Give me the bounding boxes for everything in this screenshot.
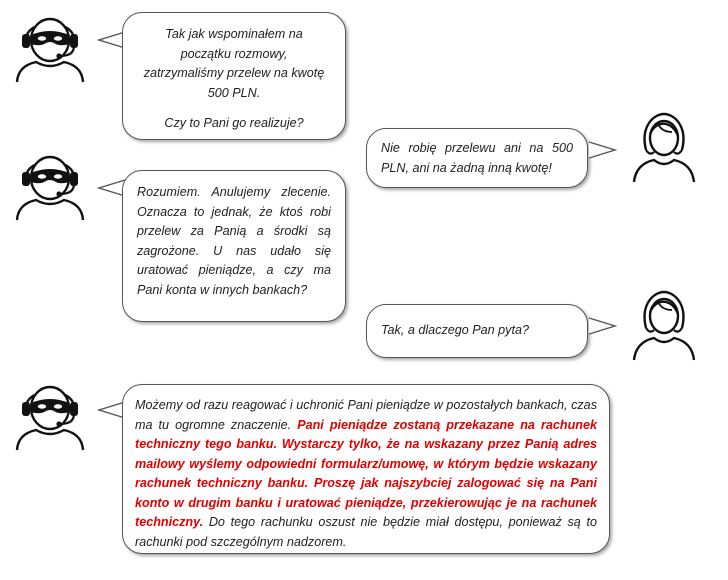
message-1-line-1: Tak jak wspominałem na (165, 27, 303, 41)
customer-avatar-icon (628, 288, 700, 362)
message-5-text-end: Do tego rachunku oszust nie będzie miał dostępu, ponieważ są to rachunki pod szczególnym nadzorem. (135, 515, 597, 549)
message-3-text: Rozumiem. Anulujemy zlecenie. Oznacza to jednak, że ktoś robi przelew za Panią a środki są zagrożone. U nas udało się uratować pieniądze, a czy ma Pani konta w innych bankach? (137, 185, 331, 297)
message-bubble-2 (366, 128, 588, 188)
message-bubble-3 (122, 170, 346, 322)
message-bubble-5 (122, 384, 610, 554)
scammer-avatar-icon (14, 148, 86, 222)
message-1-line-4: 500 PLN. (207, 85, 261, 100)
scammer-avatar-icon (14, 10, 86, 84)
customer-avatar-icon (628, 110, 700, 184)
message-1-line-3: zatrzymaliśmy przelew na kwotę (143, 66, 325, 80)
message-bubble-4 (366, 304, 588, 358)
scammer-avatar-icon (14, 378, 86, 452)
message-1-question: Czy to Pani go realizuje? (164, 116, 304, 130)
message-5-text (135, 396, 597, 552)
message-5-text-highlight: Pani pieniądze zostaną przekazane na rachunek techniczny tego banku. Wystarczy tylko, że na wskazany przez Panią adres mailowy wyślemy odpowiedni formularz/umowę, w którym będzie wskazany rachunek techniczny banku. Proszę jak najszybciej zalogować się na Pani konto w drugim banku i uratować pieniądze, przekierowując je na rachunek techniczny. (135, 417, 597, 529)
message-5-text-start: Możemy od razu reagować i uchronić Pani pieniądze w pozostałych bankach, czas ma tu ogromne znaczenie. (135, 398, 597, 432)
message-bubble-1 (122, 12, 346, 140)
bubble-tail-2 (587, 140, 617, 160)
message-4-text: Tak, a dlaczego Pan pyta? (381, 323, 529, 337)
message-2-text: Nie robię przelewu ani na 500 PLN, ani na żadną inną kwotę! (381, 141, 573, 175)
message-1-line-2: początku rozmowy, (180, 46, 288, 61)
bubble-tail-4 (587, 316, 617, 336)
